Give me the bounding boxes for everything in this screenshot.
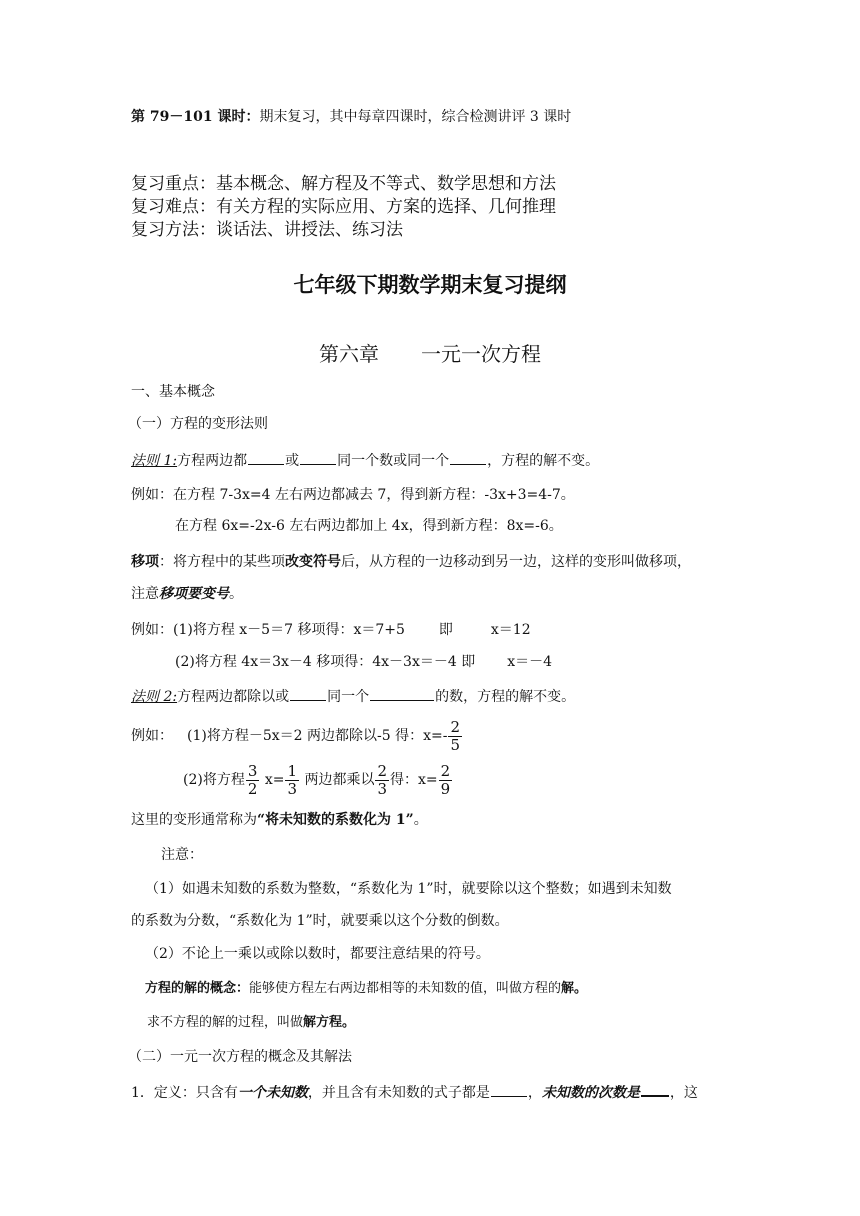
transpose-bold: 改变符号 bbox=[285, 554, 341, 570]
note-label: 注意： bbox=[161, 847, 203, 863]
definition-text: ，这 bbox=[669, 1085, 698, 1101]
solution-concept bbox=[145, 979, 587, 999]
transpose-text: ：将方程中的某些项 bbox=[159, 554, 285, 570]
solution-text: 能够使方程左右两边都相等的未知数的值，叫做方程的 bbox=[249, 981, 562, 996]
fraction-denominator: 2 bbox=[247, 779, 258, 798]
rule-2-text: 同一个 bbox=[327, 689, 370, 705]
chapter-number: 第六章 bbox=[319, 342, 379, 366]
example-2-text: 例如：(1)将方程 x－5＝7 移项得：x＝7+5 bbox=[131, 622, 405, 638]
blank-field[interactable] bbox=[641, 1081, 669, 1097]
definition-emphasis: 未知数的次数是 bbox=[541, 1085, 640, 1101]
subsection-linear-equation: （二）一元一次方程的概念及其解法 bbox=[128, 1049, 352, 1065]
example-2-text: 即 bbox=[438, 622, 453, 638]
lesson-header-text: 期末复习，其中每章四课时，综合检测讲评 3 课时 bbox=[259, 109, 572, 125]
coefficient-text: 。 bbox=[413, 812, 428, 828]
example-2-line-2 bbox=[175, 652, 552, 672]
blank-field[interactable] bbox=[491, 1082, 527, 1097]
fraction-denominator: 5 bbox=[450, 735, 460, 754]
example-3-text: (1)将方程－5x＝2 两边都除以-5 得：x=- bbox=[187, 728, 448, 744]
definition-emphasis: 一个未知数 bbox=[237, 1085, 308, 1101]
rule-2-label: 法则 2: bbox=[131, 689, 178, 705]
solve-text: 。 bbox=[342, 1015, 356, 1030]
coefficient-text: 这里的变形通常称为 bbox=[131, 812, 257, 828]
definition-text: ， bbox=[527, 1085, 542, 1101]
fraction-denominator: 3 bbox=[377, 779, 388, 798]
transpose-emphasis: 移项要变号 bbox=[159, 586, 229, 602]
solution-text: 。 bbox=[574, 981, 588, 996]
example-3-text: (2)将方程 bbox=[183, 772, 245, 788]
definition-text: ，并且含有未知数的式子都是 bbox=[307, 1085, 490, 1101]
rule-2 bbox=[131, 686, 575, 707]
lesson-header bbox=[131, 107, 571, 127]
example-1-line-2: 在方程 6x=-2x-6 左右两边都加上 4x，得到新方程：8x=-6。 bbox=[175, 518, 563, 534]
definition-text: 1．定义：只含有 bbox=[131, 1085, 238, 1101]
chapter-heading bbox=[0, 340, 860, 368]
example-3-line-2 bbox=[183, 760, 453, 800]
coefficient-bold: “将未知数的系数化为 1” bbox=[257, 812, 414, 828]
transpose-note bbox=[131, 584, 243, 604]
transpose-definition bbox=[131, 552, 691, 572]
section-basic-concepts: 一、基本概念 bbox=[131, 384, 215, 400]
fraction bbox=[375, 763, 389, 798]
blank-field[interactable] bbox=[248, 450, 284, 465]
blank-field[interactable] bbox=[300, 450, 336, 465]
fraction-numerator: 2 bbox=[440, 761, 451, 780]
rule-1-text: 方程两边都 bbox=[177, 453, 248, 469]
rule-1-text: 同一个数或同一个 bbox=[337, 453, 450, 469]
transpose-text: 后，从方程的一边移动到另一边，这样的变形叫做移项， bbox=[341, 554, 691, 570]
rule-1-text: 或 bbox=[285, 453, 300, 469]
fraction-numerator: 2 bbox=[450, 717, 460, 736]
example-3-text: 两边都乘以 bbox=[304, 772, 375, 788]
example-3-text: x= bbox=[264, 772, 285, 788]
document-title: 七年级下期数学期末复习提纲 bbox=[293, 272, 567, 297]
blank-field[interactable] bbox=[370, 686, 434, 701]
fraction bbox=[246, 763, 260, 798]
example-3-text: 例如： bbox=[131, 728, 173, 744]
rule-1-text: ，方程的解不变。 bbox=[487, 453, 600, 469]
example-1-line-1: 例如：在方程 7-3x=4 左右两边都减去 7，得到新方程：-3x+3=4-7。 bbox=[131, 487, 575, 503]
definition-line bbox=[131, 1081, 698, 1103]
review-difficulty: 复习难点：有关方程的实际应用、方案的选择、几何推理 bbox=[131, 197, 556, 217]
blank-field[interactable] bbox=[450, 450, 486, 465]
note-2: （2）不论上一乘以或除以数时，都要注意结果的符号。 bbox=[145, 946, 490, 962]
fraction-numerator: 3 bbox=[247, 761, 258, 780]
review-focus: 复习重点：基本概念、解方程及不等式、数学思想和方法 bbox=[131, 174, 556, 194]
example-2-line-1 bbox=[131, 620, 531, 640]
example-2-result: x＝－4 bbox=[507, 654, 553, 670]
fraction-denominator: 3 bbox=[287, 779, 298, 798]
fraction bbox=[439, 763, 453, 798]
note-1-line-2: 的系数为分数，“系数化为 1”时，就要乘以这个分数的倒数。 bbox=[131, 913, 509, 929]
transpose-note-text: 。 bbox=[229, 586, 243, 602]
transpose-note-text: 注意 bbox=[131, 586, 159, 602]
solve-text: 求不方程的解的过程，叫做 bbox=[147, 1015, 304, 1030]
review-method: 复习方法：谈话法、讲授法、练习法 bbox=[131, 220, 403, 240]
note-1-line-1: （1）如遇未知数的系数为整数，“系数化为 1”时，就要除以这个整数；如遇到未知数 bbox=[145, 881, 672, 897]
fraction-denominator: 9 bbox=[440, 779, 451, 798]
chapter-name: 一元一次方程 bbox=[421, 342, 541, 366]
solve-bold: 解方程 bbox=[303, 1015, 343, 1030]
transpose-label: 移项 bbox=[131, 554, 159, 570]
rule-1-label: 法则 1: bbox=[131, 453, 178, 469]
fraction bbox=[285, 763, 299, 798]
example-3-text: 得：x= bbox=[390, 772, 438, 788]
subsection-transform-rules: （一）方程的变形法则 bbox=[128, 416, 268, 432]
example-2-text: (2)将方程 4x＝3x－4 移项得：4x－3x＝－4 即 bbox=[175, 654, 476, 670]
lesson-header-label: 第 79－101 课时： bbox=[131, 109, 260, 125]
fraction bbox=[448, 719, 462, 754]
example-3-line-1 bbox=[131, 716, 463, 756]
coefficient-note bbox=[131, 810, 428, 830]
fraction-numerator: 2 bbox=[377, 761, 388, 780]
fraction-numerator: 1 bbox=[287, 761, 298, 780]
solution-bold: 解 bbox=[561, 981, 575, 996]
rule-1 bbox=[131, 450, 599, 471]
solve-definition bbox=[147, 1013, 355, 1033]
blank-field[interactable] bbox=[290, 686, 326, 701]
rule-2-text: 方程两边都除以或 bbox=[177, 689, 290, 705]
solution-label: 方程的解的概念： bbox=[145, 981, 250, 996]
example-2-result: x＝12 bbox=[490, 622, 531, 638]
rule-2-text: 的数，方程的解不变。 bbox=[435, 689, 576, 705]
